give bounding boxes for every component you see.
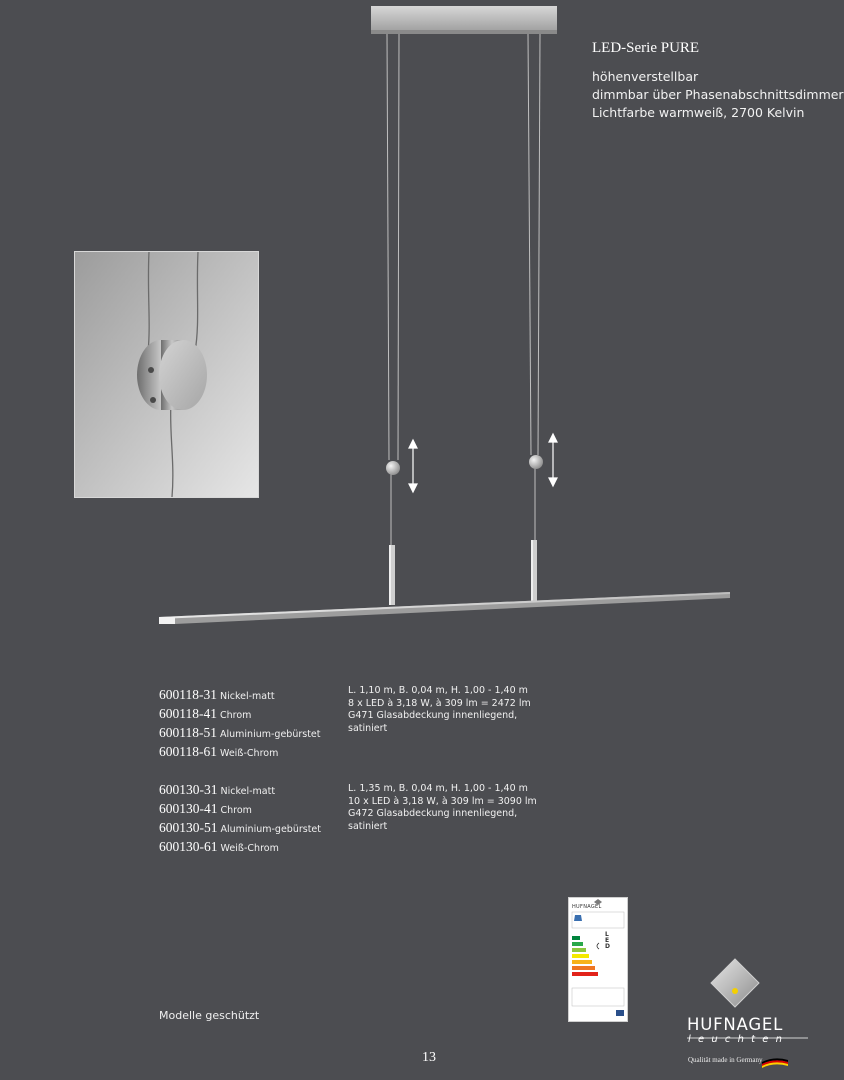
energy-label — [568, 897, 628, 1022]
energy-label-brand: HUFNAGEL — [572, 904, 602, 910]
product-code: 600130-31 — [159, 782, 218, 797]
energy-class-bars — [572, 936, 598, 976]
spec-line: satiniert — [348, 820, 388, 832]
product-finish: Chrom — [220, 710, 252, 721]
spec-line: G472 Glasabdeckung innenliegend, — [348, 808, 518, 819]
lamp-stems — [389, 540, 537, 605]
product-row — [159, 722, 321, 741]
feature-height-adjustable: höhenverstellbar — [592, 69, 699, 84]
series-title: LED-Serie PURE — [592, 40, 700, 56]
page-number: 13 — [422, 1050, 436, 1065]
logo-tagline: Qualität made in Germany — [688, 1056, 763, 1064]
product-code: 600130-61 — [159, 839, 218, 854]
energy-label-letter: L — [605, 931, 609, 938]
led-light-bar — [159, 592, 730, 624]
spec-line: satiniert — [348, 722, 388, 734]
product-code: 600118-51 — [159, 725, 217, 740]
product-spec-group1 — [348, 685, 531, 735]
product-finish: Aluminium-gebürstet — [220, 824, 321, 835]
spec-line: L. 1,35 m, B. 0,04 m, H. 1,00 - 1,40 m — [348, 783, 528, 794]
energy-label-letter: D — [605, 943, 610, 950]
product-finish: Weiß-Chrom — [220, 843, 279, 854]
product-finish: Chrom — [220, 805, 252, 816]
product-row — [159, 779, 275, 798]
product-row — [159, 817, 321, 836]
product-code: 600118-41 — [159, 706, 217, 721]
product-spec-group2 — [348, 783, 537, 833]
feature-dimmable: dimmbar über Phasenabschnittsdimmer — [592, 87, 844, 102]
suspension-cables — [387, 34, 540, 545]
protected-note: Modelle geschützt — [159, 1009, 260, 1022]
spec-line: 8 x LED à 3,18 W, à 309 lm = 2472 lm — [348, 697, 531, 709]
height-adjuster-right — [529, 455, 543, 469]
product-row — [159, 684, 275, 703]
product-finish: Nickel-matt — [220, 691, 275, 702]
product-finish: Aluminium-gebürstet — [220, 729, 321, 740]
logo-brand-text: HUFNAGEL — [687, 1015, 784, 1034]
product-code: 600118-31 — [159, 687, 217, 702]
product-code: 600130-51 — [159, 820, 218, 835]
product-row — [159, 741, 278, 760]
product-row — [159, 798, 252, 817]
feature-light-color: Lichtfarbe warmweiß, 2700 Kelvin — [592, 105, 805, 120]
logo-subtitle: leuchten — [688, 1034, 790, 1045]
detail-photo-adjuster — [74, 251, 259, 498]
product-row — [159, 703, 251, 722]
spec-line: 10 x LED à 3,18 W, à 309 lm = 3090 lm — [348, 795, 537, 807]
product-finish: Weiß-Chrom — [220, 748, 279, 759]
energy-label-letter: E — [605, 937, 610, 944]
product-finish: Nickel-matt — [220, 786, 276, 797]
height-adjuster-left — [386, 461, 400, 475]
spec-line: G471 Glasabdeckung innenliegend, — [348, 710, 518, 721]
product-code: 600130-41 — [159, 801, 218, 816]
ceiling-canopy — [371, 6, 557, 34]
germany-flag-icon — [762, 1058, 788, 1068]
product-row — [159, 836, 279, 855]
product-code: 600118-61 — [159, 744, 217, 759]
spec-line: L. 1,10 m, B. 0,04 m, H. 1,00 - 1,40 m — [348, 685, 528, 696]
